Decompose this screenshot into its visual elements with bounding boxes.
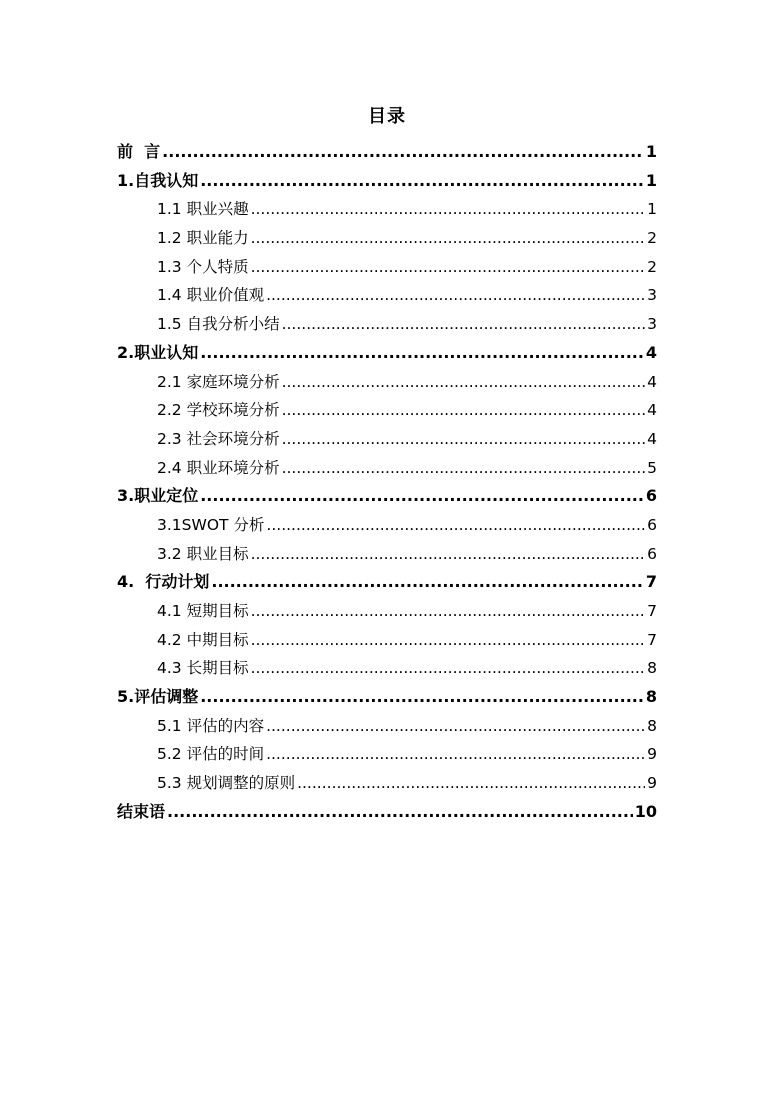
toc-entry-label: 3.职业定位 — [117, 486, 199, 506]
toc-entry-label: 2.4 职业环境分析 — [157, 458, 280, 477]
toc-entry[interactable] — [117, 798, 657, 827]
toc-page-number: 8 — [647, 716, 657, 735]
toc-entry-label: 5.2 评估的时间 — [157, 745, 265, 764]
toc-entry-label: 2.2 学校环境分析 — [157, 401, 280, 420]
toc-dot-leader — [251, 626, 646, 655]
toc-entry-label: 2.1 家庭环境分析 — [157, 372, 280, 391]
toc-page-number: 10 — [634, 801, 657, 821]
toc-entry[interactable] — [117, 167, 657, 196]
toc-page-number: 3 — [647, 286, 657, 305]
toc-page-number: 9 — [647, 745, 657, 764]
toc-entry-label: 4.3 长期目标 — [157, 659, 249, 678]
toc-dot-leader — [266, 740, 645, 769]
toc-dot-leader — [251, 654, 646, 683]
toc-entry[interactable] — [117, 683, 657, 712]
toc-entry-label: 3.2 职业目标 — [157, 544, 249, 563]
toc-page-number: 9 — [647, 774, 657, 793]
toc-entry-label: 5.1 评估的内容 — [157, 716, 265, 735]
toc-subentry[interactable] — [117, 224, 657, 253]
toc-dot-leader — [282, 396, 646, 425]
toc-dot-leader — [282, 454, 646, 483]
toc-dot-leader — [162, 138, 644, 167]
toc-entry-label: 1.3 个人特质 — [157, 257, 249, 276]
toc-page-number: 8 — [647, 659, 657, 678]
toc-dot-leader — [200, 683, 644, 712]
toc-dot-leader — [251, 253, 646, 282]
toc-dot-leader — [251, 224, 646, 253]
toc-entry[interactable] — [117, 138, 657, 167]
toc-subentry[interactable] — [117, 368, 657, 397]
toc-subentry[interactable] — [117, 769, 657, 798]
toc-dot-leader — [266, 281, 645, 310]
toc-entry-label: 2.职业认知 — [117, 342, 199, 362]
toc-subentry[interactable] — [117, 597, 657, 626]
toc-subentry[interactable] — [117, 253, 657, 282]
toc-page-number: 3 — [647, 315, 657, 334]
toc-entry-label: 1.4 职业价值观 — [157, 286, 265, 305]
toc-entry-label: 5.3 规划调整的原则 — [157, 774, 296, 793]
toc-dot-leader — [282, 310, 646, 339]
toc-entry-label: 1.5 自我分析小结 — [157, 315, 280, 334]
toc-subentry[interactable] — [117, 511, 657, 540]
toc-dot-leader — [282, 425, 646, 454]
toc-dot-leader — [211, 568, 644, 597]
toc-page-number: 6 — [647, 515, 657, 534]
toc-dot-leader — [266, 511, 645, 540]
toc-subentry[interactable] — [117, 654, 657, 683]
toc-entry-label: 3.1SWOT 分析 — [157, 515, 265, 534]
toc-subentry[interactable] — [117, 626, 657, 655]
toc-dot-leader — [200, 167, 644, 196]
toc-entry-label: 1.1 职业兴趣 — [157, 200, 249, 219]
toc-dot-leader — [297, 769, 645, 798]
toc-page-number: 2 — [647, 229, 657, 248]
toc-page-number: 4 — [647, 429, 657, 448]
toc-subentry[interactable] — [117, 540, 657, 569]
toc-entry-label: 前 言 — [117, 142, 161, 161]
toc-entry-label: 5.评估调整 — [117, 687, 199, 707]
toc-subentry[interactable] — [117, 740, 657, 769]
toc-page-number: 2 — [647, 257, 657, 276]
toc-page-number: 4 — [645, 342, 657, 362]
toc-entry[interactable] — [117, 482, 657, 511]
toc-page-number: 1 — [645, 170, 657, 190]
toc-entry[interactable] — [117, 339, 657, 368]
toc-subentry[interactable] — [117, 454, 657, 483]
toc-subentry[interactable] — [117, 712, 657, 741]
toc-dot-leader — [167, 798, 633, 827]
toc-dot-leader — [200, 339, 644, 368]
toc-dot-leader — [266, 712, 645, 741]
toc-entry-label: 结束语 — [117, 801, 166, 821]
toc-dot-leader — [251, 540, 646, 569]
toc-dot-leader — [251, 195, 646, 224]
toc-page-number: 4 — [647, 372, 657, 391]
toc-page-number: 1 — [647, 200, 657, 219]
table-of-contents — [117, 138, 657, 827]
toc-entry-label: 4. 行动计划 — [117, 572, 210, 592]
toc-page-number: 1 — [645, 142, 657, 161]
toc-subentry[interactable] — [117, 425, 657, 454]
toc-entry-label: 1.2 职业能力 — [157, 229, 249, 248]
toc-subentry[interactable] — [117, 396, 657, 425]
toc-page-number: 7 — [647, 630, 657, 649]
toc-entry-label: 4.2 中期目标 — [157, 630, 249, 649]
toc-page-number: 7 — [647, 602, 657, 620]
toc-dot-leader — [282, 368, 646, 397]
toc-page-number: 6 — [647, 544, 657, 563]
toc-subentry[interactable] — [117, 195, 657, 224]
page-title: 目录 — [368, 106, 406, 127]
toc-page-number: 7 — [645, 572, 657, 592]
toc-entry-label: 2.3 社会环境分析 — [157, 429, 280, 448]
toc-page-number: 8 — [645, 687, 657, 707]
toc-entry-label: 1.自我认知 — [117, 170, 199, 190]
toc-page-number: 4 — [647, 401, 657, 420]
toc-page-number: 6 — [645, 486, 657, 506]
toc-dot-leader — [251, 597, 646, 626]
toc-page-number: 5 — [647, 458, 657, 477]
toc-dot-leader — [200, 482, 644, 511]
toc-subentry[interactable] — [117, 310, 657, 339]
toc-entry-label: 4.1 短期目标 — [157, 602, 249, 620]
toc-entry[interactable] — [117, 568, 657, 597]
toc-subentry[interactable] — [117, 281, 657, 310]
